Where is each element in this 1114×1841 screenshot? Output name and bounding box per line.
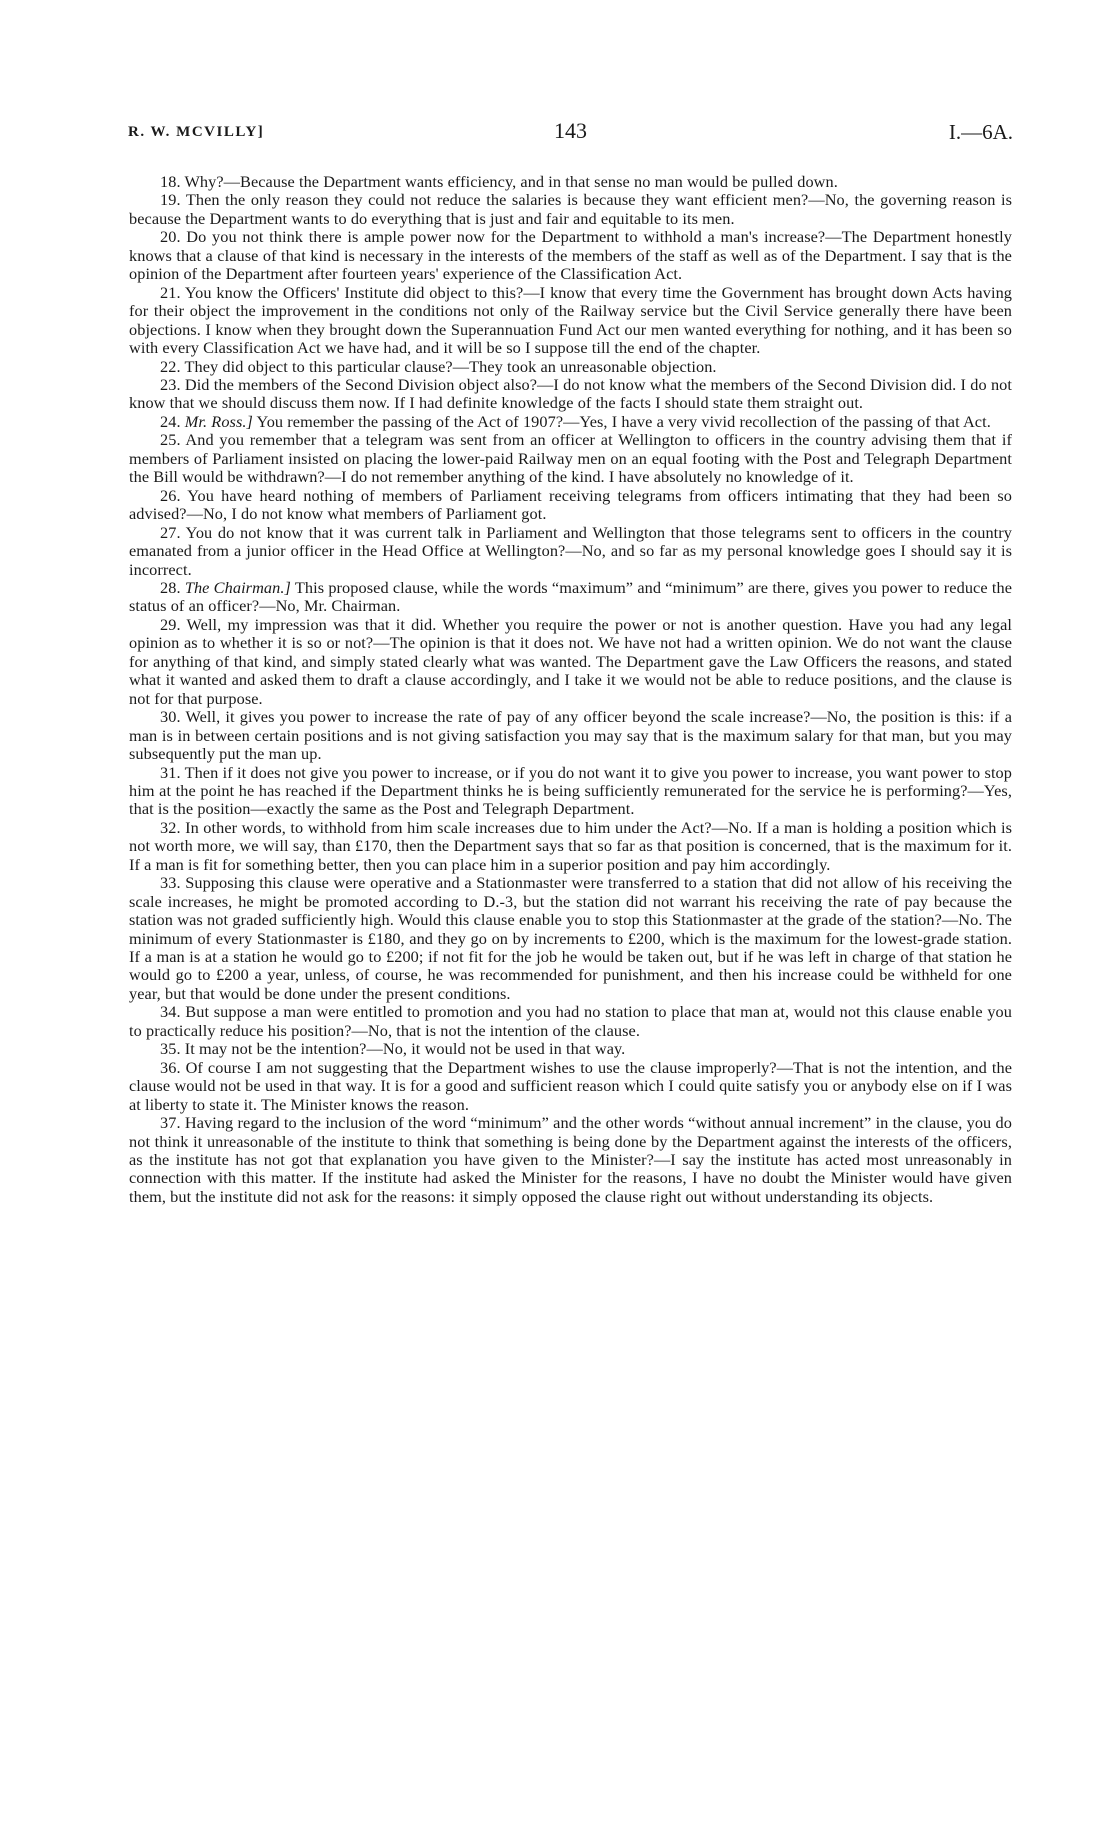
question-number: 27. bbox=[160, 522, 181, 542]
question-paragraph bbox=[129, 1059, 1012, 1114]
question-answer-text: Having regard to the inclusion of the word “minimum” and the other words “without annual increment” in the clause, you do not think it unreasonable of the institute to think that something is being done by the Department against the interests of the officers, as the institute has not got that explanation you have given to the Minister?—I say the institute has acted most unreasonably in connection with this matter. If the institute had asked the Minister for the reasons, I have no doubt the Minister would have given them, but the institute did not ask for the reasons: it simply opposed the clause right out without understanding its objects. bbox=[129, 1113, 1012, 1206]
question-number: 30. bbox=[160, 707, 181, 727]
question-paragraph bbox=[129, 358, 1012, 376]
speaker-label: The Chairman.] bbox=[184, 577, 291, 597]
question-answer-text: But suppose a man were entitled to promotion and you had no station to place that man at, would not this clause enable you to practically reduce his position?—No, that is not the intention of the clause. bbox=[129, 1002, 1012, 1040]
question-number: 36. bbox=[160, 1057, 181, 1077]
question-paragraph bbox=[129, 819, 1012, 874]
question-paragraph bbox=[129, 764, 1012, 819]
question-answer-text: Do you not think there is ample power now for the Department to withhold a man's increase?—The Department honestly knows that a clause of that kind is necessary in the interests of the members of the staff as well as of the Department. I say that is the opinion of the Department after fourteen years' experience of the Classification Act. bbox=[129, 227, 1012, 284]
question-answer-text: Did the members of the Second Division object also?—I do not know what the members of the Second Division did. I do not know that we should discuss them now. If I had definite knowledge of the facts I should state them straight out. bbox=[129, 374, 1012, 413]
question-answer-text: Then if it does not give you power to increase, or if you do not want it to give you power to increase, you want power to stop him at the point he has reached if the Department thinks he is being sufficiently remunerated for the service he is performing?—Yes, that is the position—exactly the same as the Post and Telegraph Department. bbox=[129, 762, 1012, 819]
question-paragraph bbox=[129, 413, 1012, 431]
question-number: 20. bbox=[160, 227, 181, 247]
question-paragraph bbox=[129, 191, 1012, 228]
question-number: 28. bbox=[160, 577, 181, 597]
question-answer-text: Of course I am not suggesting that the Department wishes to use the clause improperly?—That is not the intention, and the clause would not be used in that way. It is for a good and sufficient reason which I could quite satisfy you or anybody else on if I was at liberty to state it. The Minister knows the reason. bbox=[129, 1057, 1012, 1114]
question-paragraph bbox=[129, 579, 1012, 616]
question-paragraph bbox=[129, 524, 1012, 579]
question-answer-text: Then the only reason they could not reduce the salaries is because they want efficient men?—No, the governing reason is because the Department wants to do everything that is just and fair and equitable to its men. bbox=[129, 190, 1012, 228]
page-number: 143 bbox=[554, 118, 587, 143]
question-paragraph bbox=[129, 487, 1012, 524]
question-paragraph bbox=[129, 228, 1012, 283]
question-answer-text: Supposing this clause were operative and a Stationmaster were transferred to a station that did not allow of his receiving the scale increases, he might be promoted according to D.-3, but the station did not warrant his receiving the rate of pay because the station was not graded sufficiently high. Would this clause enable you to stop this Stationmaster at the grade of the station?—No. The minimum of every Stationmaster is £180, and they go on by increments to £200, which is the maximum for the lowest-grade station. If a man is at a station he would go to £200; if not fit for the job he would be taken out, but if he was left in charge of that station he would go to £200 a year, unless, of course, he was recommended for punishment, and then his increase could be withheld for one year, but that would be done under the present conditions. bbox=[129, 873, 1013, 1003]
question-paragraph bbox=[129, 1003, 1012, 1040]
paper-reference: I.—6A. bbox=[948, 120, 1013, 144]
question-paragraph bbox=[129, 431, 1012, 486]
question-number: 37. bbox=[160, 1113, 181, 1133]
question-paragraph bbox=[129, 173, 1012, 191]
question-paragraph bbox=[129, 284, 1012, 358]
question-number: 18. bbox=[160, 172, 181, 191]
question-number: 34. bbox=[160, 1002, 181, 1022]
question-answer-text: Well, my impression was that it did. Whether you require the power or not is another question. Have you had any legal opinion as to whether it is so or not?—The opinion is that it does not. We have not had a written opinion. We do not want the clause for anything of that kind, and simply stated clearly what was wanted. The Department gave the Law Officers the reasons, and stated what it wanted and asked them to draft a clause accordingly, and I take it we would not be able to reduce positions, and the clause is not for that purpose. bbox=[129, 614, 1013, 708]
question-answer-text: You do not know that it was current talk in Parliament and Wellington that those telegrams sent to officers in the country emanated from a junior officer in the Head Office at Wellington?—No, and so far as my personal knowledge goes I should say it is incorrect. bbox=[129, 522, 1012, 579]
question-number: 35. bbox=[160, 1039, 181, 1059]
question-answer-text: You have heard nothing of members of Parliament receiving telegrams from officers intimating that they had been so advised?—No, I do not know what members of Parliament got. bbox=[129, 485, 1012, 524]
question-number: 23. bbox=[160, 374, 181, 394]
question-answer-text: Well, it gives you power to increase the rate of pay of any officer beyond the scale increase?—No, the position is this: if a man is in between certain positions and is not giving satisfaction you may say that is the maximum salary for that man, but you may subsequently put the man up. bbox=[129, 707, 1013, 764]
question-number: 19. bbox=[160, 190, 181, 210]
question-number: 24. bbox=[160, 411, 181, 431]
question-number: 22. bbox=[160, 356, 181, 376]
question-answer-text: It may not be the intention?—No, it would not be used in that way. bbox=[184, 1039, 626, 1059]
testimony-body bbox=[129, 173, 1012, 1206]
question-answer-text: In other words, to withhold from him scale increases due to him under the Act?—No. If a man is holding a position which is not worth more, we will say, than £170, then the Department says that so far as that position is concerned, that is the maximum for it. If a man is fit for something better, then you can place him in a superior position and pay him accordingly. bbox=[129, 817, 1013, 874]
question-number: 32. bbox=[160, 817, 181, 837]
question-paragraph bbox=[129, 376, 1012, 413]
question-answer-text: This proposed clause, while the words “maximum” and “minimum” are there, gives you power to reduce the status of an officer?—No, Mr. Chairman. bbox=[129, 577, 1012, 616]
question-number: 33. bbox=[160, 873, 181, 893]
question-answer-text: And you remember that a telegram was sent from an officer at Wellington to officers in the country advising them that if members of Parliament insisted on placing the lower-paid Railway men on an equal footing with the Post and Telegraph Department the Bill would be withdrawn?—I do not remember anything of the kind. I have absolutely no knowledge of it. bbox=[129, 430, 1012, 487]
question-answer-text: You remember the passing of the Act of 1907?—Yes, I have a very vivid recollection of the passing of that Act. bbox=[256, 411, 991, 431]
question-paragraph bbox=[129, 1114, 1012, 1206]
question-paragraph bbox=[129, 616, 1012, 708]
question-number: 31. bbox=[160, 762, 181, 782]
question-answer-text: They did object to this particular clause?—They took an unreasonable objection. bbox=[184, 356, 717, 376]
question-paragraph bbox=[129, 708, 1012, 763]
question-number: 29. bbox=[160, 614, 181, 634]
question-paragraph bbox=[129, 1040, 1012, 1058]
page-header bbox=[128, 118, 1013, 144]
question-number: 26. bbox=[160, 485, 181, 505]
question-number: 21. bbox=[160, 282, 181, 302]
question-paragraph bbox=[129, 874, 1012, 1003]
question-number: 25. bbox=[160, 430, 181, 450]
witness-name: R. W. MCVILLY] bbox=[128, 124, 265, 140]
question-answer-text: You know the Officers' Institute did object to this?—I know that every time the Government has brought down Acts having for their object the improvement in the conditions not only of the Railway service but the Civil Service generally there have been objections. I know when they brought down the Superannuation Fund Act our men wanted everything for nothing, and it has been so with every Classification Act we have had, and it will be so I suppose till the end of the chapter. bbox=[129, 282, 1013, 358]
question-answer-text: Why?—Because the Department wants efficiency, and in that sense no man would be pulled down. bbox=[184, 172, 838, 191]
speaker-label: Mr. Ross.] bbox=[184, 411, 253, 431]
